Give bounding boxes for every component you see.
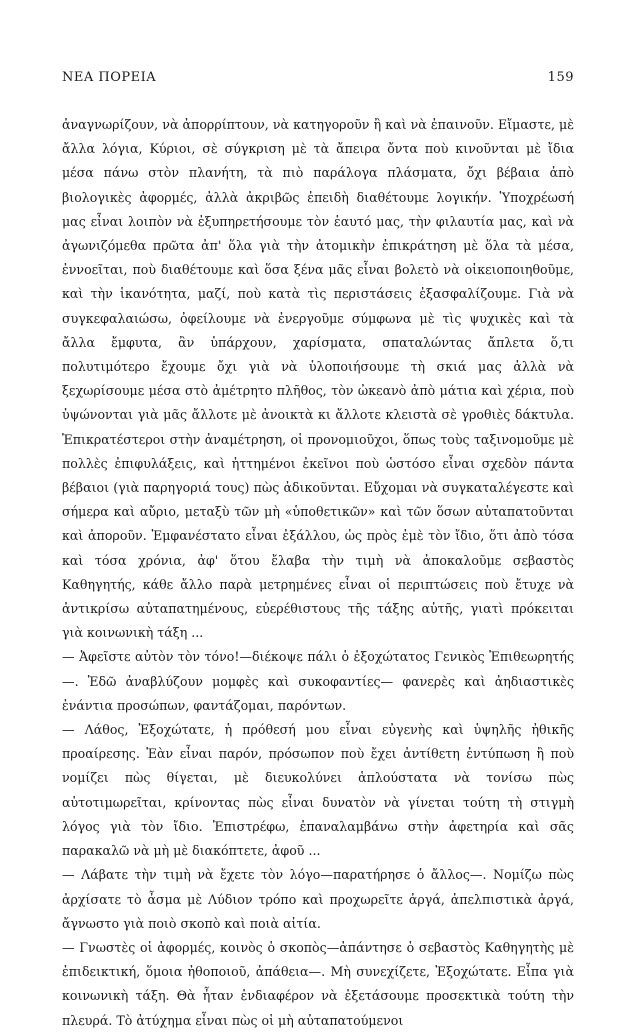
paragraph-2: — Ἀφεῖστε αὐτὸν τὸν τόνο!—διέκοψε πάλι ὁ ἐξοχώτατος Γενικὸς Ἐπιθεωρητής—. Ἐδῶ ἀναβλύζουν μομφὲς καὶ συκοφαντίες— φανερὲς καὶ ἀηδιαστικὲς ἐνάντια προσώπων, φαντάζομαι, παρόντων. (62, 649, 574, 713)
paragraph-5: — Γνωστὲς οἱ ἀφορμές, κοινὸς ὁ σκοπὸς—ἀπάντησε ὁ σεβαστὸς Καθηγητὴς μὲ ἐπιδεικτική, ὅμοια ἠθοποιοῦ, ἀπάθεια—. Μὴ συνεχίζετε, Ἐξοχώτατε. Εἶπα γιὰ κοινωνικὴ τάξη. Θὰ ἦταν ἐνδιαφέρον νὰ ἐξετάσουμε προσεκτικὰ τούτη τὴν πλευρά. Τὸ ἀτύχημα εἶναι πὼς οἱ μὴ αὐταπατούμενοι (62, 939, 574, 1028)
running-header (62, 70, 574, 85)
book-page (62, 70, 574, 1033)
body-text (62, 113, 574, 1033)
paragraph-4: — Λάβατε τὴν τιμὴ νὰ ἔχετε τὸν λόγο—παρατήρησε ὁ ἄλλος—. Νομίζω πὼς ἀρχίσατε τὸ ἆσμα μὲ Λύδιον τρόπο καὶ προχωρεῖτε ἀργά, ἀπελπιστικὰ ἀργά, ἄγνωστο γιὰ ποιὸ σκοπὸ καὶ ποιὰ αἰτία. (62, 867, 574, 931)
paragraph-1: ἀναγνωρίζουν, νὰ ἀπορρίπτουν, νὰ κατηγοροῦν ἢ καὶ νὰ ἐπαινοῦν. Εἴμαστε, μὲ ἄλλα λόγια, Κύριοι, σὲ σύγκριση μὲ τὰ ἄπειρα ὄντα ποὺ κινοῦνται μὲ ἴδια μέσα πάνω στὸν πλανήτη, τὰ πιὸ παράλογα πλάσματα, ὄχι βέβαια ἀπὸ βιολογικὲς ἀφορμές, ἀλλὰ ἀκριβῶς ἐπειδὴ διαθέτουμε λογικήν. Ὑποχρέωσή μας εἶναι λοιπὸν νὰ ἐξυπηρετήσουμε τὸν ἑαυτό μας, τὴν φιλαυτία μας, καὶ νὰ ἀγωνιζόμεθα πρῶτα ἀπ' ὅλα γιὰ τὴν ἀτομικὴν ἐπικράτηση μὲ ὅλα τὰ μέσα, ἐννοεῖται, ποὺ διαθέτουμε καὶ ὅσα ξένα μᾶς εἶναι βολετὸ νὰ οἰκειοποιηθοῦμε, καὶ τὴν ἱκανότητα, μαζί, ποὺ κατὰ τὶς περιστάσεις ἐξασφαλίζουμε. Γιὰ νὰ συγκεφαλαιώσω, ὀφείλουμε νὰ ἐνεργοῦμε σύμφωνα μὲ τὶς ψυχικὲς καὶ τὰ ἄλλα ἔμφυτα, ἂν ὑπάρχουν, χαρίσματα, σπαταλώντας ἄπλετα ὅ,τι πολυτιμότερο ἔχουμε ὄχι γιὰ νὰ ὑλοποιήσουμε τὴ σκιά μας ἀλλὰ νὰ ξεχωρίσουμε μέσα στὸ ἀμέτρητο πλῆθος, τὸν ὠκεανὸ ἀπὸ μάτια καὶ χέρια, ποὺ ὑψώνονται γιὰ μᾶς ἄλλοτε μὲ ἀνοικτὰ κι ἄλλοτε κλειστὰ σὲ γροθιὲς δάκτυλα. Ἐπικρατέστεροι στὴν ἀναμέτρηση, οἱ προνομιοῦχοι, ὅπως τοὺς ταξινομοῦμε μὲ πολλὲς ἐπιφυλάξεις, καὶ ἡττημένοι ἐκεῖνοι ποὺ ὡστόσο εἶναι σχεδὸν πάντα βέβαιοι (γιὰ παρηγοριά τους) πὼς ἀδικοῦνται. Εὔχομαι νὰ συγκαταλέγεστε καὶ σήμερα καὶ αὔριο, μεταξὺ τῶν μὴ «ὑποθετικῶν» καὶ τῶν ὅσων αὐταπατοῦνται καὶ ἀποροῦν. Ἐμφανέστατο εἶναι ἐξάλλου, ὡς πρὸς ἐμὲ τὸν ἴδιο, ὅτι ἀπὸ τόσα καὶ τόσα χρόνια, ἀφ' ὅτου ἔλαβα τὴν τιμὴ νὰ ἀποκαλοῦμε σεβαστὸς Καθηγητής, κάθε ἄλλο παρὰ μετρημένες εἶναι οἱ περιπτώσεις ποὺ ἔτυχε νὰ ἀντικρίσω αὐταπατημένους, εὐερέθιστους τῆς τάξης αὐτῆς, γιατὶ πρόκειται γιὰ κοινωνικὴ τάξη ... (62, 117, 574, 641)
running-title: ΝΕΑ ΠΟΡΕΙΑ (62, 70, 157, 85)
paragraph-3: — Λάθος, Ἐξοχώτατε, ἡ πρόθεσή μου εἶναι εὐγενὴς καὶ ὑψηλῆς ἠθικῆς προαίρεσης. Ἐὰν εἶναι παρόν, πρόσωπον ποὺ ἔχει ἀντίθετη ἐντύπωση ἢ ποὺ νομίζει πὼς θίγεται, μὲ διευκολύνει ἁπλούστατα νὰ τονίσω πὼς αὐτοτιμωρεῖται, κρίνοντας πὼς εἶναι δυνατὸν νὰ γίνεται τούτη τὴ στιγμὴ λόγος γιὰ τὸν ἴδιο. Ἐπιστρέφω, ἐπαναλαμβάνω στὴν ἀφετηρία καὶ σᾶς παρακαλῶ νὰ μὴ μὲ διακόπτετε, ἀφοῦ ... (62, 722, 574, 859)
page-number: 159 (547, 70, 574, 85)
